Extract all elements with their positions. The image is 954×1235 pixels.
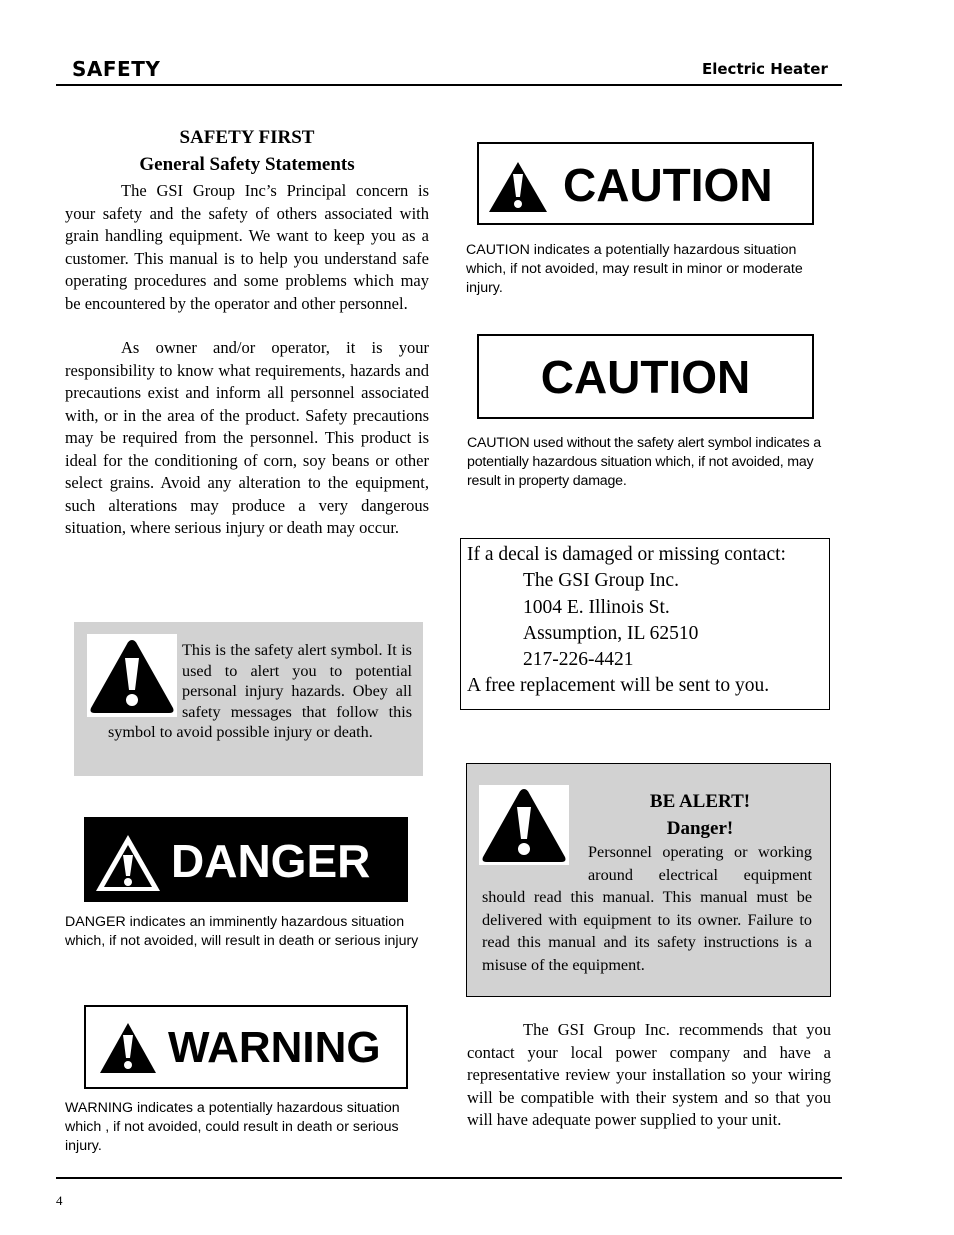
header-rule	[56, 84, 842, 86]
warning-triangle-icon	[98, 1021, 158, 1075]
caution-sign-without-symbol	[477, 334, 814, 419]
danger-signal-word: DANGER	[171, 835, 371, 887]
danger-sign	[84, 817, 408, 902]
warning-sign	[84, 1005, 408, 1089]
caution-sign-with-symbol	[477, 142, 814, 225]
caution-without-symbol-description: CAUTION used without the safety alert symbol indicates a potentially hazardous situation which, if not avoided, may result in property damage.	[467, 435, 821, 489]
page-number: 4	[56, 1193, 63, 1208]
contact-intro: If a decal is damaged or missing contact:	[467, 544, 786, 565]
warning-description: WARNING indicates a potentially hazardous situation which , if not avoided, could result in death or serious injury.	[65, 1100, 400, 1154]
intro-paragraph-2: As owner and/or operator, it is your responsibility to know what requirements, hazards and precautions exist and inform all personnel associated with, or in the area of the product. Safety precautions may be required from the personnel. This product is ideal for the conditioning of corn, soy beans or other select grains. Avoid any alteration to the equipment, such alterations may produce a very dangerous situation, where serious injury or death may occur.	[65, 338, 429, 537]
general-safety-subtitle: General Safety Statements	[139, 154, 355, 175]
safety-alert-panel	[74, 622, 423, 776]
warning-signal-word: WARNING	[168, 1023, 381, 1072]
caution-with-symbol-description: CAUTION indicates a potentially hazardous situation which, if not avoided, may result in minor or moderate injury.	[466, 242, 803, 296]
contact-footer: A free replacement will be sent to you.	[467, 675, 770, 697]
be-alert-title: BE ALERT!	[649, 791, 751, 812]
safety-first-title: SAFETY FIRST	[179, 127, 315, 148]
intro-paragraph-1: The GSI Group Inc’s Principal concern is your safety and the safety of others associated with grain handling equipment. We want to keep you as a customer. This manual is to help you understand safe operating procedures and some problems which may be encountered by the operator and other personnel.	[65, 181, 429, 313]
safety-alert-text: This is the safety alert symbol. It is used to alert you to potential personal injury hazards. Obey all safety messages that follow this symbol to avoid possible injury or death.	[108, 641, 412, 742]
caution-triangle-icon	[487, 160, 549, 214]
product-title: Electric Heater	[702, 60, 828, 78]
contact-phone: 217-226-4421	[523, 649, 634, 671]
section-title: SAFETY	[72, 57, 161, 81]
contact-street: 1004 E. Illinois St.	[523, 596, 670, 618]
caution-signal-word-plain: CAUTION	[540, 351, 751, 403]
caution-signal-word: CAUTION	[563, 159, 773, 211]
be-alert-panel	[466, 763, 831, 997]
contact-city: Assumption, IL 62510	[523, 622, 699, 644]
be-alert-text: Personnel operating or working around electrical equipment should read this manual. This manual must be delivered with equipment to its owner. Failure to read this manual and its safety instructions is a misuse of the equipment.	[482, 843, 812, 974]
danger-triangle-icon	[94, 833, 162, 893]
footer-rule	[56, 1177, 842, 1179]
contact-company: The GSI Group Inc.	[523, 570, 679, 592]
power-company-note: The GSI Group Inc. recommends that you contact your local power company and have a representative review your installation so your wiring will be compatible with their system and so that you will have adequate power supplied to your unit.	[467, 1020, 831, 1129]
be-alert-subtitle: Danger!	[666, 818, 734, 839]
danger-description: DANGER indicates an imminently hazardous situation which, if not avoided, will result in death or serious injury	[65, 914, 419, 949]
decal-contact-box	[460, 538, 830, 710]
